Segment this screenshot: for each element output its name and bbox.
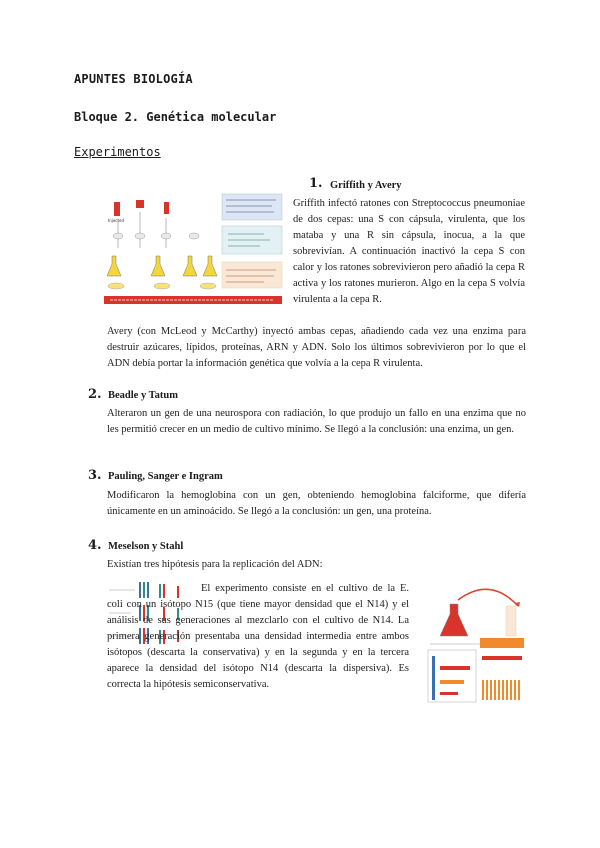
section-3-number: 3. <box>88 468 102 483</box>
section-heading: Experimentos <box>74 145 161 159</box>
section-1-title: Griffith y Avery <box>330 180 402 191</box>
section-4-text: El experimento consiste en el cultivo de la E. coli con un isótopo N15 (que tiene mayor densidad que el N14) y el análisis de sus generaciones al mezclarlo con el cultivo de N14. La primera generación presentaba una densidad intermedia entre ambos isótopos (descarta la conservativa) y en la segunda y en la tercera aparece la densidad del isótopo N14 (descarta la dispersiva). Es correcta la hipótesis semiconservativa. <box>107 583 409 690</box>
section-1-text: Griffith infectó ratones con Streptococcus pneumoniae de dos cepas: una S con cápsula, virulenta, que los mataba y una R sin cápsula, inocua, a la que sobrevivían. A continuación inactivó la cepa S con calor y los ratones sobrevivieron pero añadió la cepa R activa y los ratones murieron. Algo en la cepa S volvía virulenta a la cepa R. <box>293 198 525 305</box>
section-4-title: Meselson y Stahl <box>108 541 184 552</box>
meselson-stahl-figure <box>420 576 526 704</box>
block-title: Bloque 2. Genética molecular <box>74 110 277 124</box>
section-2-text: Alteraron un gen de una neurospora con radiación, lo que produjo un fallo en una enzima que no les permitió crecer en un medio de cultivo mínimo. Se llegó a la conclusión: una enzima, un gen. <box>107 408 526 435</box>
section-1-number: 1. <box>309 176 323 191</box>
section-2-number: 2. <box>88 387 102 402</box>
section-1-text-2: Avery (con McLeod y McCarthy) inyectó ambas cepas, añadiendo cada vez una enzima para destruir azúcares, lípidos, proteínas, ARN y ADN. Solo los últimos sobrevivieron por lo que el ADN debía portar la información genética que volvía a la cepa R virulenta. <box>107 326 526 369</box>
page-title: APUNTES BIOLOGÍA <box>74 72 193 86</box>
svg-text:Injected: Injected <box>108 218 125 223</box>
section-4-intro: Existían tres hipótesis para la replicación del ADN: <box>107 559 323 570</box>
section-3-text: Modificaron la hemoglobina con un gen, obteniendo hemoglobina falciforme, que difería únicamente en un aminoácido. Se llegó a la conclusión: un gen, una proteína. <box>107 490 526 517</box>
griffith-figure <box>104 190 284 308</box>
section-4-number: 4. <box>88 538 102 553</box>
section-3-title: Pauling, Sanger e Ingram <box>108 471 223 482</box>
section-2-title: Beadle y Tatum <box>108 390 179 401</box>
